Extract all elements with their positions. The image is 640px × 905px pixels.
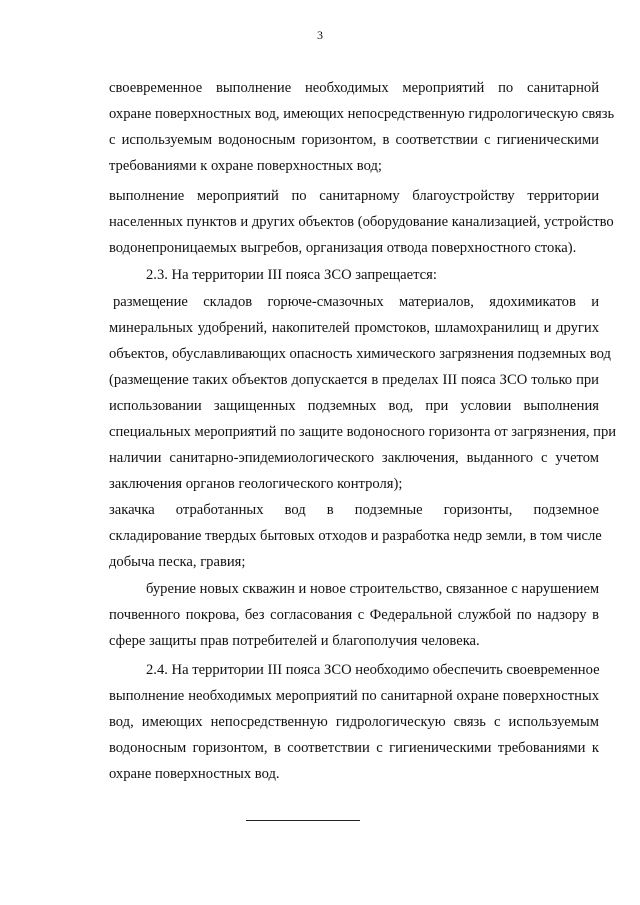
text-line: охране поверхностных вод, имеющих непосредственную гидрологическую связь (109, 106, 615, 122)
page-number: 3 (317, 28, 323, 42)
section-heading: 2.3. На территории III пояса ЗСО запрещается: (146, 267, 437, 283)
text-line: (размещение таких объектов допускается в пределах III пояса ЗСО только при (109, 372, 599, 388)
text-line: добыча песка, гравия; (109, 554, 246, 570)
text-line: объектов, обуславливающих опасность химического загрязнения подземных вод (109, 346, 611, 362)
text-line: населенных пунктов и других объектов (оборудование канализацией, устройство (109, 214, 614, 230)
text-line: специальных мероприятий по защите водоносного горизонта от загрязнения, при (109, 424, 617, 440)
text-line: охране поверхностных вод. (109, 766, 280, 782)
text-line: наличии санитарно-эпидемиологического заключения, выданного с учетом (109, 450, 599, 466)
text-line: выполнение мероприятий по санитарному благоустройству территории (109, 188, 599, 204)
text-line: бурение новых скважин и новое строительство, связанное с нарушением (146, 581, 600, 597)
text-line: водонепроницаемых выгребов, организация отвода поверхностного стока). (109, 240, 577, 256)
text-line: закачка отработанных вод в подземные горизонты, подземное (109, 502, 599, 518)
text-line: с используемым водоносным горизонтом, в соответствии с гигиеническими (109, 132, 599, 148)
text-line: требованиями к охране поверхностных вод; (109, 158, 382, 174)
text-line: размещение складов горюче-смазочных материалов, ядохимикатов и (113, 294, 599, 310)
text-line: складирование твердых бытовых отходов и разработка недр земли, в том числе (109, 528, 602, 544)
text-line: сфере защиты прав потребителей и благополучия человека. (109, 633, 480, 649)
text-line: своевременное выполнение необходимых мероприятий по санитарной (109, 80, 599, 96)
text-line: использовании защищенных подземных вод, при условии выполнения (109, 398, 599, 414)
end-divider (246, 820, 360, 821)
text-line: минеральных удобрений, накопителей промстоков, шламохранилищ и других (109, 320, 599, 336)
section-heading: 2.4. На территории III пояса ЗСО необходимо обеспечить своевременное (146, 662, 600, 678)
text-line: водоносным горизонтом, в соответствии с гигиеническими требованиями к (109, 740, 599, 756)
text-line: почвенного покрова, без согласования с Федеральной службой по надзору в (109, 607, 599, 623)
text-line: вод, имеющих непосредственную гидрологическую связь с используемым (109, 714, 599, 730)
text-line: выполнение необходимых мероприятий по санитарной охране поверхностных (109, 688, 599, 704)
text-line: заключения органов геологического контроля); (109, 476, 403, 492)
